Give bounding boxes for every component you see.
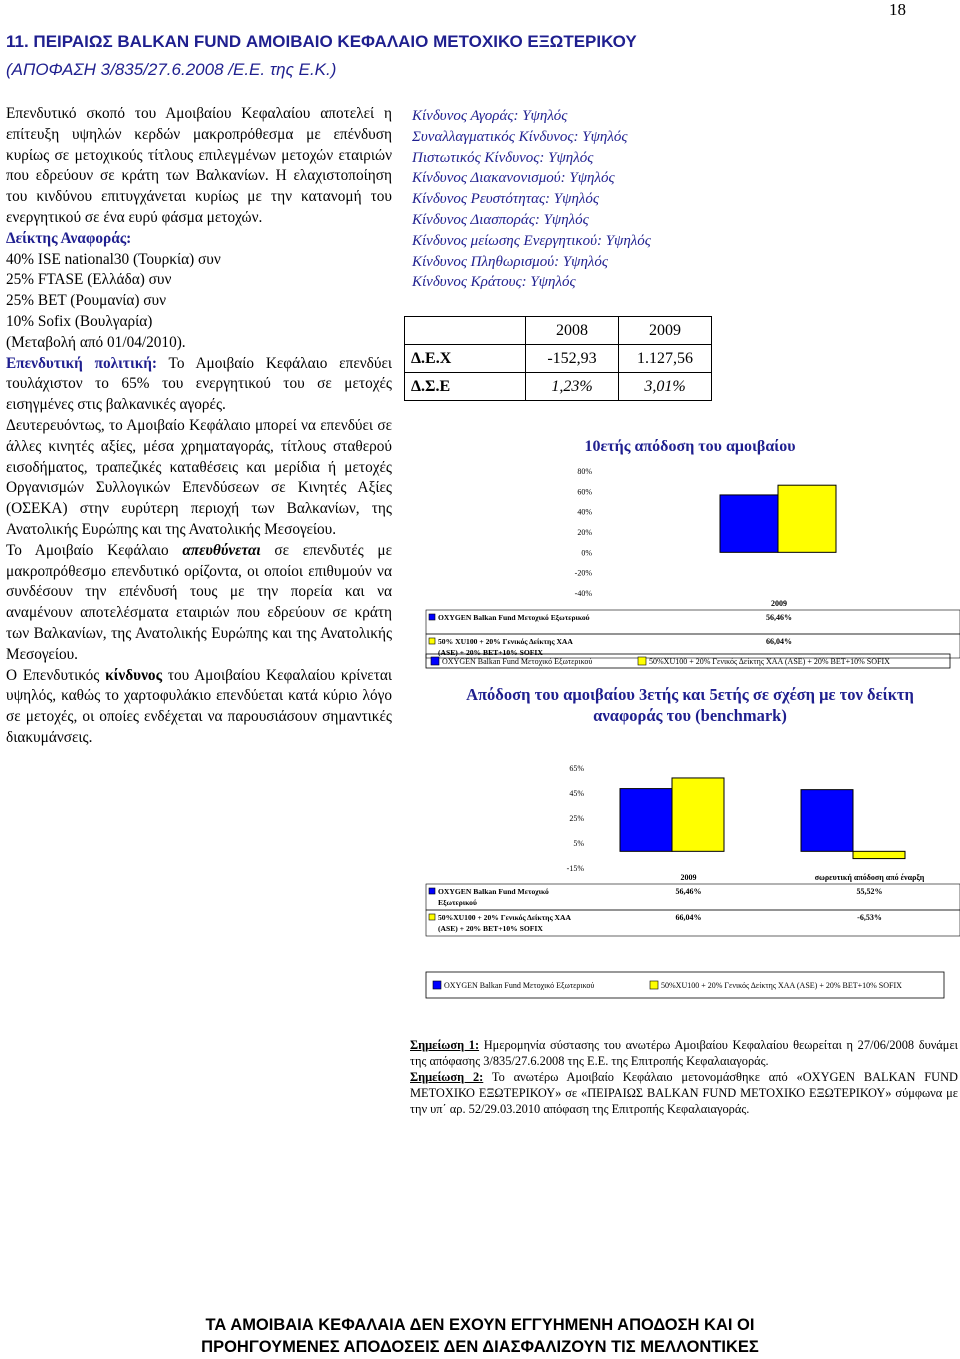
left-column (6, 104, 392, 749)
legend-swatch (638, 657, 646, 665)
index-line: (Μεταβολή από 01/04/2010). (6, 333, 186, 351)
target-emphasis: απευθύνεται (182, 541, 261, 559)
risk-item: Κίνδυνος Διακανονισμού: Υψηλός (412, 170, 615, 187)
table-cell: 2008 (526, 317, 619, 345)
data-table-series-name: OXYGEN Balkan Fund Μετοχικό Εξωτερικού (438, 613, 590, 622)
section-title: 11. ΠΕΙΡΑΙΩΣ BALKAN FUND ΑΜΟΙΒΑΙΟ ΚΕΦΑΛΑΙΟ ΜΕΤΟΧΙΚΟ ΕΞΩΤΕΡΙΚΟΥ (6, 32, 637, 51)
performance-table (404, 316, 712, 401)
section-subtitle: (ΑΠΟΦΑΣΗ 3/835/27.6.2008 /Ε.Ε. της Ε.Κ.) (6, 60, 337, 79)
data-table-series-name: Εξωτερικού (438, 898, 477, 907)
data-label: 55,52% (856, 887, 883, 896)
index-line: 10% Sofix (Βουλγαρία) (6, 312, 153, 330)
data-table-series-name: 50% XU100 + 20% Γενικός Δείκτης ΧΑΑ (438, 637, 573, 646)
y-tick-label: -15% (566, 864, 584, 873)
objective-paragraph: Επενδυτικό σκοπό του Αμοιβαίου Κεφαλαίου αποτελεί η επίτευξη υψηλών κερδών μακροπρόθεσμα με επένδυση κυρίως σε μετοχικούς τίτλους επιλεγμένων μετοχών εταιριών που εδρεύουν σε κράτη των Βαλκανίων. Η ελαχιστοποίηση του κινδύνου επιτυγχάνεται κυρίως με την κατανομή του ενεργητικού σε ένα ευρύ φάσμα μετοχών. (6, 105, 392, 226)
data-label: 56,46% (766, 613, 792, 622)
chart1-title: 10ετής απόδοση του αμοιβαίου (584, 438, 796, 455)
bar (672, 778, 724, 851)
legend-label: 50%XU100 + 20% Γενικός Δείκτης ΧΑΑ (ASE) + 20% BET+10% SOFIX (661, 981, 902, 990)
legend-swatch (429, 638, 435, 644)
risk-paragraph: Ο Επενδυτικός κίνδυνος του Αμοιβαίου Κεφαλαίου κρίνεται υψηλός, καθώς το χαρτοφυλάκιο επενδύεται κατά κύριο λόγο σε μετοχές, οι οποίες ενδέχεται να παρουσιάσουν σημαντικές διακυμάνσεις. (6, 666, 392, 746)
note-2: Σημείωση 2: Το ανωτέρω Αμοιβαίο Κεφάλαιο μετονομάσθηκε από «OXYGEN BALKAN FUND ΜΕΤΟΧΙΚΟ ΕΞΩΤΕΡΙΚΟΥ» σε «ΠΕΙΡΑΙΩΣ BALKAN FUND ΜΕΤΟΧΙΚΟ ΕΞΩΤΕΡΙΚΟΥ» σύμφωνα με την υπ΄ αρ. 52/29.03.2010 απόφαση της Επιτροπής Κεφαλαιαγοράς. (410, 1070, 959, 1116)
index-line: 40% ISE national30 (Τουρκία) συν (6, 250, 221, 268)
data-table-series-name: 50%XU100 + 20% Γενικός Δείκτης ΧΑΑ (438, 913, 571, 922)
legend-swatch (433, 981, 441, 989)
risk-item: Πιστωτικός Κίνδυνος: Υψηλός (412, 149, 594, 166)
risk-item: Κίνδυνος Διασποράς: Υψηλός (412, 211, 589, 228)
data-label: 66,04% (675, 913, 702, 922)
x-category-label: σωρευτική απόδοση από έναρξη (814, 873, 925, 882)
table-cell: 1.127,56 (619, 345, 712, 373)
risk-item: Κίνδυνος Αγοράς: Υψηλός (412, 108, 568, 124)
bar (853, 851, 905, 858)
legend-label: OXYGEN Balkan Fund Μετοχικό Εξωτερικού (442, 657, 593, 666)
chart2-title: Απόδοση του αμοιβαίου 3ετής και 5ετής σε σχέση με τον δείκτη αναφοράς του (benchmark) (466, 685, 914, 725)
y-tick-label: 65% (569, 764, 584, 773)
target-paragraph: Το Αμοιβαίο Κεφάλαιο απευθύνεται σε επενδυτές με μακροπρόθεσμο επενδυτικό ορίζοντα, οι οποίοι επιθυμούν να συνδέσουν την επένδυσή τους με την πορεία και να αναμένουν αποτελέσματα εταιριών που εδρεύουν σε κράτη των Βαλκανίων, της Ανατολικής Ευρώπης και της Ανατολικής Μεσογείου. (6, 541, 393, 663)
legend-swatch (429, 888, 435, 894)
bar (620, 789, 672, 852)
y-tick-label: 60% (577, 487, 592, 497)
table-cell: -152,93 (526, 345, 619, 373)
table-cell (405, 317, 526, 345)
x-category-label: 2009 (680, 873, 697, 882)
y-tick-label: 40% (577, 507, 592, 517)
data-label: -6,53% (857, 913, 882, 922)
risk-item: Κίνδυνος μείωσης Ενεργητικού: Υψηλός (412, 232, 651, 249)
table-cell: 1,23% (526, 373, 619, 401)
note-1: Σημείωση 1: Ημερομηνία σύστασης του ανωτέρω Αμοιβαίου Κεφαλαίου θεωρείται η 27/06/2008 δυνάμει της απόφασης 3/835/27.6.2008 της Ε.Ε. της Επιτροπής Κεφαλαιαγοράς. (410, 1038, 958, 1068)
table-cell: Δ.Ε.Χ (405, 345, 526, 373)
index-label: Δείκτης Αναφοράς: (6, 229, 132, 247)
table-row (405, 345, 712, 373)
legend-swatch (429, 914, 435, 920)
bar (720, 495, 778, 552)
footer-line-2: ΠΡΟΗΓΟΥΜΕΝΕΣ ΑΠΟΔΟΣΕΙΣ ΔΕΝ ΔΙΑΣΦΑΛΙΖΟΥΝ ΤΙΣ ΜΕΛΛΟΝΤΙΚΕΣ (201, 1338, 759, 1356)
bar (778, 485, 836, 552)
note-1-label: Σημείωση 1: (410, 1038, 480, 1052)
chart1 (420, 458, 960, 676)
bar (801, 790, 853, 852)
table-cell: 2009 (619, 317, 712, 345)
index-line: 25% FTASE (Ελλάδα) συν (6, 271, 172, 289)
legend-label: OXYGEN Balkan Fund Μετοχικό Εξωτερικού (444, 981, 595, 990)
y-tick-label: 25% (569, 814, 584, 823)
y-tick-label: 20% (577, 528, 592, 537)
y-tick-label: 45% (569, 789, 584, 798)
table-row (405, 373, 712, 401)
data-label: 66,04% (766, 637, 792, 646)
table-cell: 3,01% (619, 373, 712, 401)
y-tick-label: 5% (573, 839, 584, 848)
legend-label: 50%XU100 + 20% Γενικός Δείκτης ΧΑΑ (ASE) + 20% BET+10% SOFIX (649, 657, 890, 666)
chart2 (420, 728, 960, 1028)
legend-swatch (431, 657, 439, 665)
data-label: 56,46% (675, 887, 702, 896)
legend-swatch (650, 981, 658, 989)
policy-paragraph (6, 354, 392, 416)
page-number: 18 (889, 0, 906, 19)
y-tick-label: 80% (577, 467, 592, 476)
data-table-series-name: (ASE) + 20% BET+10% SOFIX (438, 924, 543, 933)
secondary-paragraph: Δευτερευόντως, το Αμοιβαίο Κεφάλαιο μπορεί να επενδύει σε άλλες κινητές αξίες, μέσα χρηματαγοράς, τίτλους σταθερού εισοδήματος, τραπεζικές καταθέσεις και μερίδια ή μετοχές Οργανισμών Συλλογικών Επενδύσεων σε Κινητές Αξίες (ΟΣΕΚΑ) στην ευρύτερη περιοχή των Βαλκανίων, της Ανατολικής Ευρώπης και της Ανατολικής Μεσογείου. (6, 416, 392, 538)
legend-swatch (429, 614, 435, 620)
risk-list (412, 106, 651, 293)
note-2-label: Σημείωση 2: (410, 1070, 484, 1084)
data-table-series-name: OXYGEN Balkan Fund Μετοχικό (438, 887, 549, 896)
x-category-label: 2009 (771, 599, 787, 608)
y-tick-label: -20% (574, 568, 592, 578)
table-header-row (405, 317, 712, 345)
risk-item: Κίνδυνος Κράτους: Υψηλός (412, 274, 576, 291)
index-line: 25% BET (Ρουμανία) συν (6, 292, 167, 310)
y-tick-label: 0% (581, 548, 592, 558)
footer-line-1: ΤΑ ΑΜΟΙΒΑΙΑ ΚΕΦΑΛΑΙΑ ΔΕΝ ΕΧΟΥΝ ΕΓΓΥΗΜΕΝΗ ΑΠΟΔΟΣΗ ΚΑΙ ΟΙ (205, 1316, 755, 1334)
risk-item: Συναλλαγματικός Κίνδυνος: Υψηλός (412, 128, 628, 145)
risk-item: Κίνδυνος Πληθωρισμού: Υψηλός (412, 253, 609, 270)
data-table-series-name: (ASE) + 20% BET+10% SOFIX (438, 648, 543, 657)
y-tick-label: -40% (574, 589, 592, 598)
risk-item: Κίνδυνος Ρευστότητας: Υψηλός (412, 191, 599, 208)
table-cell: Δ.Σ.Ε (405, 373, 526, 401)
notes (410, 1037, 958, 1117)
policy-label: Επενδυτική πολιτική: (6, 354, 157, 372)
policy-text: Το Αμοιβαίο Κεφάλαιο επενδύει τουλάχιστον το 65% του ενεργητικού του σε μετοχές εισηγμένες στις βαλκανικές αγορές. (6, 354, 392, 414)
risk-emphasis: κίνδυνος (105, 666, 163, 684)
